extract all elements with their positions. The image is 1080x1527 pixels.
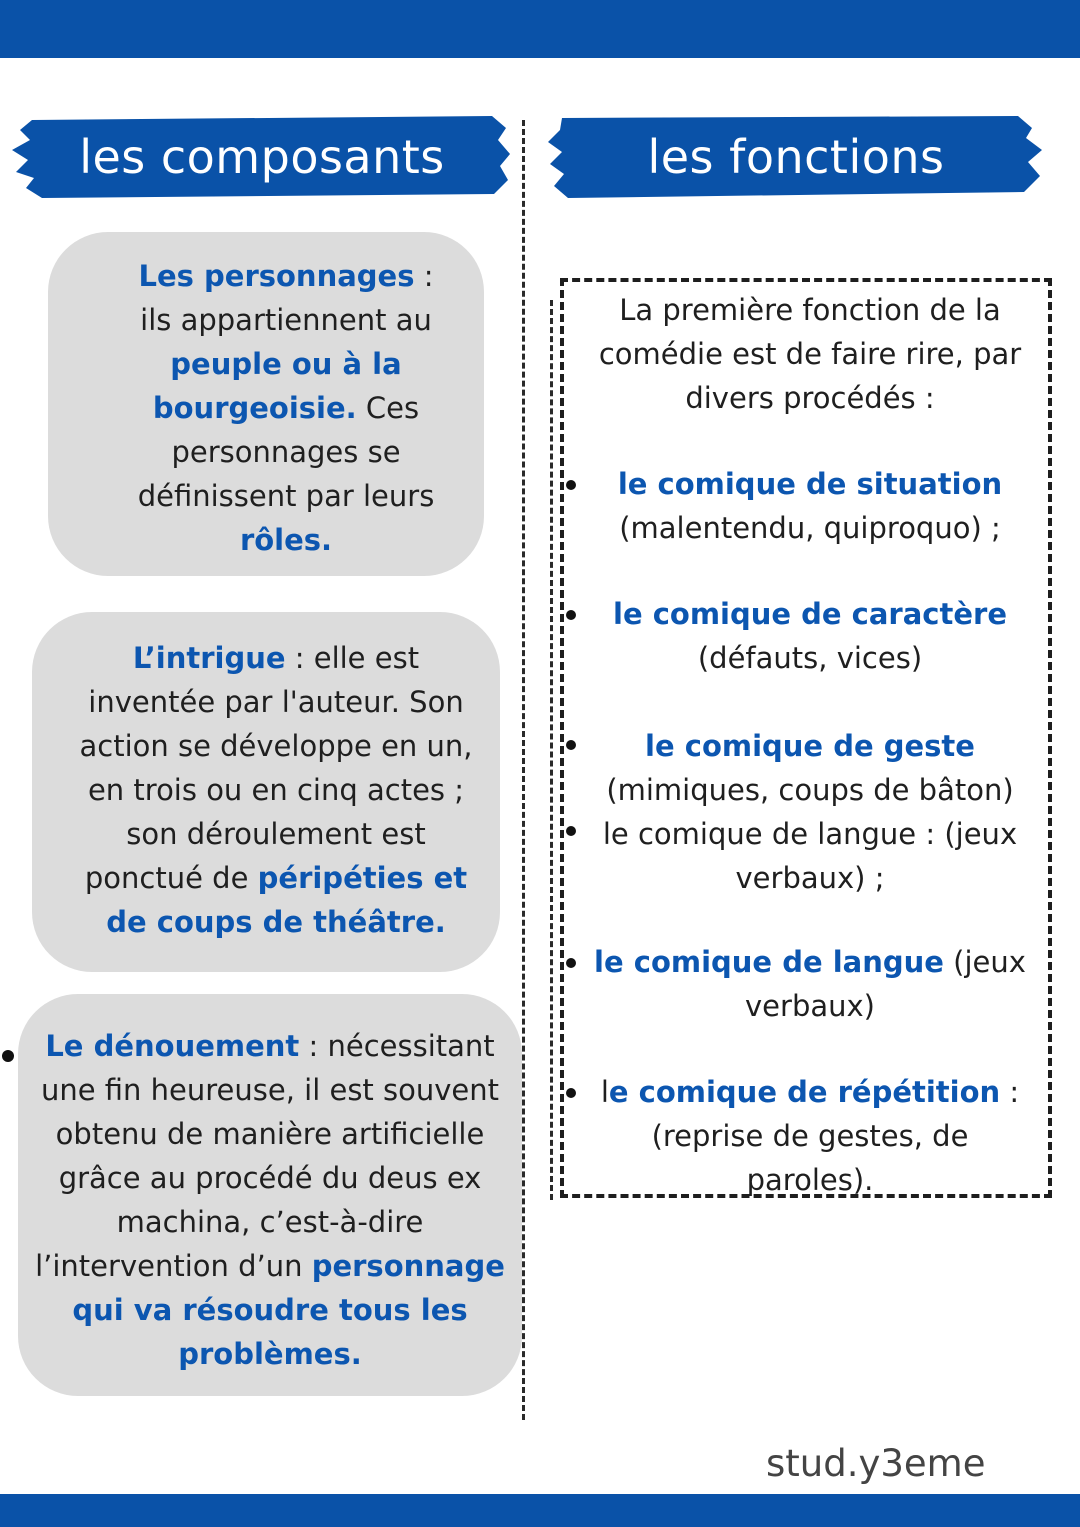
repetition-detail: : (reprise de gestes, de paroles).	[651, 1075, 1020, 1197]
intrigue-highlight: péripéties et de coups de théâtre.	[106, 861, 468, 939]
langue-label: le comique de langue	[594, 945, 944, 979]
header-composants	[12, 114, 512, 200]
signature: stud.y3eme	[766, 1442, 986, 1485]
situation-detail: (malentendu, quiproquo) ;	[619, 511, 1001, 545]
bullet-denouement	[2, 1050, 14, 1062]
intrigue-label: L’intrigue	[132, 641, 286, 675]
fonction-item-caractere	[560, 592, 1060, 680]
personnages-line2: ils appartiennent au	[140, 303, 432, 337]
card-denouement	[18, 994, 522, 1396]
column-divider-inner	[550, 300, 553, 1200]
situation-label: le comique de situation	[617, 467, 1003, 501]
bottom-banner	[0, 1494, 1080, 1527]
geste-detail: (mimiques, coups de bâton)	[606, 773, 1014, 807]
caractere-label: le comique de caractère	[613, 597, 1007, 631]
header-fonctions-title: les fonctions	[647, 130, 945, 184]
repetition-prefix: l	[600, 1075, 609, 1109]
top-banner	[0, 0, 1080, 58]
card-personnages	[48, 232, 484, 576]
denouement-label: Le dénouement	[45, 1029, 300, 1063]
personnages-sep: :	[414, 259, 434, 293]
personnages-label: Les personnages	[138, 259, 415, 293]
intrigue-body: : elle est inventée par l'auteur. Son action se développe en un, en trois ou en cinq actes ; son déroulement est ponctué de	[79, 641, 473, 895]
card-intrigue	[32, 612, 500, 972]
fonction-item-geste	[560, 724, 1060, 900]
repetition-label: e comique de répétition	[608, 1075, 1001, 1109]
personnages-highlight-1: peuple ou à la bourgeoisie.	[152, 347, 402, 425]
geste-label: le comique de geste	[645, 729, 975, 763]
denouement-highlight: personnage qui va résoudre tous les problèmes.	[72, 1249, 505, 1371]
denouement-body: : nécessitant une fin heureuse, il est souvent obtenu de manière artificielle grâce au procédé du deus ex machina, c’est-à-dire l’intervention d’un	[35, 1029, 500, 1283]
caractere-detail: (défauts, vices)	[697, 641, 923, 675]
header-composants-title: les composants	[79, 130, 445, 184]
fonction-item-situation	[560, 462, 1060, 550]
denouement-text	[24, 1024, 516, 1376]
personnages-body: Ces personnages se définissent par leurs	[137, 391, 435, 513]
geste-extra: le comique de langue : (jeux verbaux) ;	[602, 817, 1018, 895]
personnages-text	[118, 254, 454, 562]
langue-detail: (jeux verbaux)	[745, 945, 1026, 1023]
fonctions-intro	[560, 288, 1060, 420]
header-fonctions	[548, 114, 1044, 200]
column-divider	[522, 120, 525, 1420]
intrigue-text	[66, 636, 486, 944]
fonction-item-langue	[560, 940, 1060, 1028]
personnages-highlight-2: rôles.	[239, 523, 333, 557]
fonctions-intro-text: La première fonction de la comédie est de faire rire, par divers procédés :	[598, 293, 1022, 415]
fonction-item-repetition	[560, 1070, 1060, 1202]
